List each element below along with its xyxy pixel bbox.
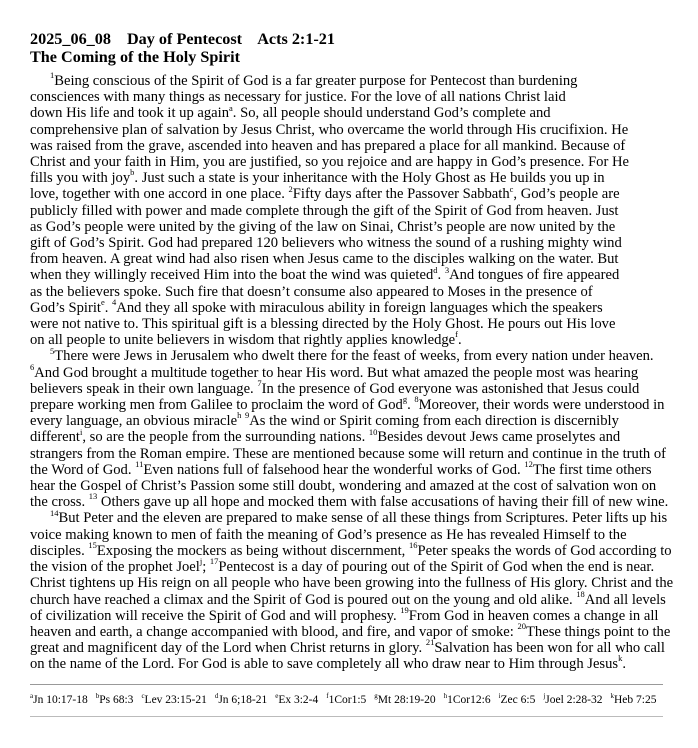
line-text: . So, all people should understand God’s complete and xyxy=(232,105,551,122)
footnote-reference: Heb 7:25 xyxy=(613,694,657,706)
text-line xyxy=(30,527,670,543)
line-text: But Peter and the eleven are prepared to make sense of all these things from Scriptures. Peter lifts up his xyxy=(58,510,668,527)
line-text: Others gave up all hope and mocked them with false accusations of having their fill of new wine. xyxy=(97,494,669,511)
line-text: from heaven. A great wind had also risen when Jesus came to the disciples walking on the water. But xyxy=(30,251,619,268)
footnote-item xyxy=(215,694,267,706)
footnote-reference: Jn 6;18-21 xyxy=(218,694,268,706)
line-text: strangers from the Roman empire. These are mentioned because some will return and continue in the truth of xyxy=(30,445,666,462)
line-text: different xyxy=(30,429,80,446)
footnote-marker: k xyxy=(610,692,614,701)
sermon-page xyxy=(30,30,674,673)
line-text: love, together with one accord in one place. xyxy=(30,186,289,203)
footnote-item xyxy=(499,694,536,706)
line-text: Pentecost is a day of pouring out of the Spirit of God when the end is near. xyxy=(218,559,655,576)
footnote-item xyxy=(374,694,435,706)
line-text: fills you with joy xyxy=(30,170,131,187)
verse-number: 10 xyxy=(368,426,378,437)
line-text: , so are the people from the surrounding nations. xyxy=(82,429,369,446)
footnote-marker: a xyxy=(30,692,34,701)
verse-number: 8 xyxy=(414,394,419,405)
text-line xyxy=(30,361,670,381)
footnote-marker: g xyxy=(402,394,408,405)
text-line xyxy=(30,345,670,365)
footnote-item xyxy=(275,694,318,706)
verse-number: 20 xyxy=(517,621,526,632)
line-text: Christ and your faith in Him, you are justified, so you rejoice and are happy in God’s presence. For He xyxy=(30,154,630,171)
line-text: There were Jews in Jerusalem who dwelt there for the feast of weeks, from every nation under heaven. xyxy=(54,348,654,365)
line-text: . xyxy=(458,332,462,349)
text-line xyxy=(30,235,670,251)
line-text: the vision of the prophet Joel xyxy=(30,559,200,576)
footnote-reference: Joel 2:28-32 xyxy=(545,694,603,706)
footnote-marker: e xyxy=(100,296,105,307)
footnote-marker: d xyxy=(433,264,438,275)
verse-number: 7 xyxy=(257,378,262,388)
line-text: hear the Gospel of Christ’s Passion some still doubt, wondering and amazed at the cost of salvation won on xyxy=(30,478,657,495)
footnote-divider xyxy=(30,684,663,685)
line-text: the cross. xyxy=(30,494,89,511)
line-text: were not native to. This spiritual gift is a blessing directed by the Holy Ghost. He pours out His love xyxy=(30,316,616,333)
line-text: . xyxy=(622,656,626,673)
footnote-marker: f xyxy=(326,692,329,701)
line-text: . Just such a state is your inheritance with the Holy Ghost as He builds you up in xyxy=(134,170,605,187)
line-text: . xyxy=(407,397,415,414)
verse-number: 15 xyxy=(88,540,97,551)
footnote-marker: i xyxy=(79,426,83,437)
header-line xyxy=(30,30,670,48)
occasion-title: Day of Pentecost xyxy=(126,30,243,48)
verse-number: 3 xyxy=(444,264,450,275)
line-text: publicly filled with power and made complete through the gift of the Spirit of God from heaven. Just xyxy=(30,202,619,219)
footnote-reference: Ps 68:3 xyxy=(99,694,134,706)
line-text: Christ tightens up His reign on all people who have been growing into the fullness of His glory. Christ and the xyxy=(30,575,674,592)
line-text: As the wind or Spirit coming from each direction is discernibly xyxy=(249,413,619,430)
footnote-marker: g xyxy=(374,692,378,701)
line-text: believers speak in their own language. xyxy=(30,380,258,397)
line-text: And tongues of fire appeared xyxy=(449,267,620,284)
line-text: Being conscious of the Spirit of God is a far greater purpose for Pentecost than burdening xyxy=(54,73,578,89)
footnote-marker: i xyxy=(498,692,501,701)
line-text: gift of God’s Spirit. God had prepared 120 believers who witness the sound of a rushing mighty wind xyxy=(30,235,622,252)
text-line xyxy=(30,329,670,349)
line-text: Exposing the mockers as being without discernment, xyxy=(96,542,409,559)
sermon-date: 2025_06_08 xyxy=(30,30,111,48)
footnote-marker: a xyxy=(229,102,233,113)
line-text: The first time others xyxy=(532,461,652,478)
footnote-item xyxy=(141,694,206,706)
line-text: when they willingly received Him into the boat the wind was quieted xyxy=(30,267,434,284)
footnote-reference: Ex 3:2-4 xyxy=(278,694,319,706)
text-line xyxy=(30,316,670,332)
footnote-marker: k xyxy=(618,653,623,664)
line-text: was raised from the grave, ascended into heaven and has prepared a place for all mankind. Because of xyxy=(30,137,626,154)
line-text: And they all spoke with miraculous ability in foreign languages which the speakers xyxy=(116,299,603,316)
line-text: , God’s people are xyxy=(513,186,620,203)
line-text: on all people to unite believers in wisdom that rightly applies knowledge xyxy=(30,332,456,349)
line-text: Moreover, their words were understood in xyxy=(418,397,665,414)
text-line xyxy=(30,491,670,511)
line-text: . xyxy=(437,267,445,284)
footnote-marker: d xyxy=(214,692,219,701)
text-line xyxy=(30,653,670,673)
footnote-item xyxy=(444,694,491,706)
line-text: voice making known to men of faith the meaning of God’s presence as He has revealed Himself to the xyxy=(30,526,627,543)
text-line xyxy=(30,89,670,105)
text-line xyxy=(30,284,670,300)
text-line xyxy=(30,154,670,170)
text-line xyxy=(30,426,670,446)
line-text: Even nations full of falsehood hear the wonderful works of God. xyxy=(143,461,525,478)
line-text: God’s Spirit xyxy=(30,299,101,316)
text-line xyxy=(30,575,674,592)
line-text: disciples. xyxy=(30,542,89,559)
text-line xyxy=(30,219,670,235)
text-line xyxy=(30,637,670,657)
verse-number: 19 xyxy=(400,604,409,615)
footnote-item xyxy=(30,694,88,706)
text-line xyxy=(30,621,671,640)
footnote-marker: h xyxy=(237,410,242,421)
verse-number: 14 xyxy=(50,507,59,518)
text-line xyxy=(30,203,670,219)
line-text: great and magnificent day of the Lord when Christ returns in glory. xyxy=(30,640,426,657)
text-line xyxy=(30,507,670,527)
footnote-marker: e xyxy=(275,692,279,701)
verse-number: 9 xyxy=(244,410,250,421)
line-text: In the presence of God everyone was astonished that Jesus could xyxy=(261,380,640,397)
footnote-marker: j xyxy=(199,556,203,567)
verse-number: 1 xyxy=(50,70,55,81)
footnote-reference: Mt 28:19-20 xyxy=(377,694,436,706)
verse-number: 13 xyxy=(88,491,98,502)
text-line xyxy=(30,588,670,608)
line-text: the Word of God. xyxy=(30,461,136,478)
text-line xyxy=(30,102,670,122)
footnote-marker: c xyxy=(509,183,514,194)
text-line xyxy=(30,540,672,559)
line-text: comprehensive plan of salvation by Jesus Christ, who overcame the world through His crucifixion. He xyxy=(30,121,629,138)
text-line xyxy=(30,183,670,203)
line-text: church have reached a climax and the Spirit of God is poured out on the young and old alike. xyxy=(30,591,577,608)
text-line xyxy=(30,446,670,462)
bottom-divider xyxy=(30,716,663,717)
verse-number: 17 xyxy=(209,556,219,567)
line-text: every language, an obvious miracle xyxy=(30,413,238,430)
footnote-marker: c xyxy=(141,692,145,701)
line-text: And all levels xyxy=(584,591,666,608)
text-line xyxy=(30,70,670,89)
sermon-title: The Coming of the Holy Spirit xyxy=(30,48,240,66)
footnote-marker: h xyxy=(443,692,448,701)
verse-number: 18 xyxy=(576,588,585,599)
text-line xyxy=(30,459,670,478)
text-line xyxy=(30,122,670,138)
line-text: consciences with many things as necessary for justice. For the love of all nations Christ laid xyxy=(30,89,566,106)
footnote-reference: Lev 23:15-21 xyxy=(144,694,207,706)
footnote-marker: b xyxy=(95,692,100,701)
footnote-marker: j xyxy=(543,692,546,701)
line-text: From God in heaven comes a change in all xyxy=(408,607,659,624)
verse-number: 11 xyxy=(135,459,144,470)
line-text: heaven and earth, a change accompanied with blood, and fire, and vapor of smoke: xyxy=(30,623,518,640)
line-text: on the name of the Lord. For God is able to save completely all who draw near to Him through Jesus xyxy=(30,656,619,673)
line-text: Peter speaks the words of God according to xyxy=(417,542,672,559)
footnote-item xyxy=(96,694,134,706)
footnote-marker: b xyxy=(130,167,135,178)
verse-number: 5 xyxy=(50,345,55,356)
footnote-marker: f xyxy=(455,329,459,340)
footnote-reference: Zec 6:5 xyxy=(500,694,536,706)
line-text: prepare working men from Galilee to proclaim the word of God xyxy=(30,397,403,414)
footnote-item xyxy=(543,694,602,706)
text-line xyxy=(30,410,670,430)
verse-number: 12 xyxy=(524,459,533,470)
verse-number: 16 xyxy=(408,540,418,551)
footnote-reference: 1Cor1:5 xyxy=(328,694,367,706)
line-text: down His life and took it up again xyxy=(30,105,230,122)
sermon-body xyxy=(30,70,674,673)
text-line xyxy=(30,138,670,154)
text-line xyxy=(30,251,670,267)
line-text: Fifty days after the Passover Sabbath xyxy=(292,186,510,203)
line-text: as the believers spoke. Such fire that doesn’t consume also appeared to Moses in the presence of xyxy=(30,283,593,300)
verse-number: 4 xyxy=(112,296,117,307)
line-text: Salvation has been won for all who call xyxy=(434,640,665,657)
line-text: as God’s people were united by the giving of the law on Sinai, Christ’s people are now united by the xyxy=(30,218,616,235)
footnote-reference: 1Cor12:6 xyxy=(447,694,491,706)
verse-number: 6 xyxy=(30,361,35,372)
text-line xyxy=(30,264,670,284)
footnote-item xyxy=(326,694,366,706)
line-text: And God brought a multitude together to hear His word. But what amazed the people most was hearing xyxy=(34,364,639,381)
text-line xyxy=(30,167,670,187)
text-line xyxy=(30,378,670,397)
text-line xyxy=(30,394,670,414)
text-line xyxy=(30,604,670,624)
footnote-references xyxy=(30,694,670,706)
line-text: . xyxy=(104,299,113,316)
footnote-item xyxy=(610,694,656,706)
line-text: of civilization will receive the Spirit of God and will prophesy. xyxy=(30,607,401,624)
line-text: These things point to the xyxy=(526,623,671,640)
line-text: ; xyxy=(202,559,210,576)
scripture-reading: Acts 2:1-21 xyxy=(257,30,335,48)
verse-number: 21 xyxy=(425,637,435,648)
text-line xyxy=(30,296,670,316)
text-line xyxy=(30,478,670,494)
verse-number: 2 xyxy=(288,183,293,194)
text-line xyxy=(30,556,670,576)
line-text: Besides devout Jews came proselytes and xyxy=(377,429,621,446)
footnote-reference: Jn 10:17-18 xyxy=(33,694,88,706)
